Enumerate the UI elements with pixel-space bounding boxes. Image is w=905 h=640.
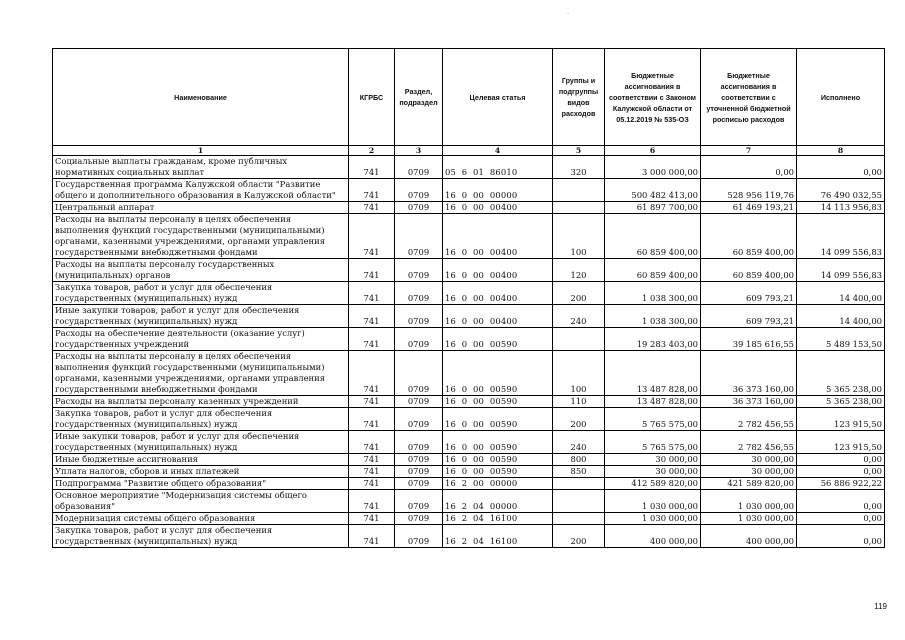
row-expense-group bbox=[553, 202, 605, 214]
row-name: Закупка товаров, работ и услуг для обеспечения государственных (муниципальных) нужд bbox=[53, 282, 349, 305]
row-target-article: 16 0 00 00400 bbox=[443, 305, 553, 328]
table-row bbox=[53, 478, 885, 490]
row-executed: 76 490 032,55 bbox=[797, 179, 885, 202]
table-row bbox=[53, 259, 885, 282]
row-kgrbs: 741 bbox=[349, 214, 395, 259]
row-section: 0709 bbox=[395, 408, 443, 431]
row-refined-allocation: 39 185 616,55 bbox=[701, 328, 797, 351]
row-kgrbs: 741 bbox=[349, 179, 395, 202]
row-kgrbs: 741 bbox=[349, 431, 395, 454]
row-executed: 0,00 bbox=[797, 156, 885, 179]
column-number: 1 bbox=[53, 146, 349, 156]
row-expense-group: 240 bbox=[553, 431, 605, 454]
table-row bbox=[53, 202, 885, 214]
table-row bbox=[53, 179, 885, 202]
row-refined-allocation: 528 956 119,76 bbox=[701, 179, 797, 202]
header-row bbox=[53, 49, 885, 146]
row-expense-group: 110 bbox=[553, 396, 605, 408]
row-refined-allocation: 36 373 160,00 bbox=[701, 396, 797, 408]
row-target-article: 16 2 04 00000 bbox=[443, 490, 553, 513]
row-expense-group: 200 bbox=[553, 282, 605, 305]
row-refined-allocation: 609 793,21 bbox=[701, 282, 797, 305]
row-refined-allocation: 60 859 400,00 bbox=[701, 259, 797, 282]
column-number: 3 bbox=[395, 146, 443, 156]
row-law-allocation: 412 589 820,00 bbox=[605, 478, 701, 490]
row-section: 0709 bbox=[395, 305, 443, 328]
row-refined-allocation: 1 030 000,00 bbox=[701, 490, 797, 513]
row-expense-group: 800 bbox=[553, 454, 605, 466]
row-section: 0709 bbox=[395, 214, 443, 259]
row-kgrbs: 741 bbox=[349, 351, 395, 396]
row-name: Уплата налогов, сборов и иных платежей bbox=[53, 466, 349, 478]
header-section: Раздел, подраздел bbox=[395, 49, 443, 146]
row-kgrbs: 741 bbox=[349, 478, 395, 490]
row-section: 0709 bbox=[395, 351, 443, 396]
row-target-article: 16 2 00 00000 bbox=[443, 478, 553, 490]
table-row bbox=[53, 282, 885, 305]
header-executed: Исполнено bbox=[797, 49, 885, 146]
table-row bbox=[53, 305, 885, 328]
column-number-row bbox=[53, 146, 885, 156]
row-law-allocation: 61 897 700,00 bbox=[605, 202, 701, 214]
row-name: Иные бюджетные ассигнования bbox=[53, 454, 349, 466]
row-kgrbs: 741 bbox=[349, 490, 395, 513]
row-law-allocation: 1 038 300,00 bbox=[605, 305, 701, 328]
row-name: Центральный аппарат bbox=[53, 202, 349, 214]
row-name: Иные закупки товаров, работ и услуг для обеспечения государственных (муниципальных) нужд bbox=[53, 305, 349, 328]
column-number: 4 bbox=[443, 146, 553, 156]
table-row bbox=[53, 351, 885, 396]
row-refined-allocation: 30 000,00 bbox=[701, 454, 797, 466]
row-law-allocation: 60 859 400,00 bbox=[605, 259, 701, 282]
row-section: 0709 bbox=[395, 179, 443, 202]
row-expense-group: 100 bbox=[553, 351, 605, 396]
row-kgrbs: 741 bbox=[349, 466, 395, 478]
table-row bbox=[53, 396, 885, 408]
column-number: 8 bbox=[797, 146, 885, 156]
row-expense-group bbox=[553, 179, 605, 202]
row-expense-group: 850 bbox=[553, 466, 605, 478]
row-name: Закупка товаров, работ и услуг для обеспечения государственных (муниципальных) нужд bbox=[53, 408, 349, 431]
row-name: Закупка товаров, работ и услуг для обеспечения государственных (муниципальных) нужд bbox=[53, 525, 349, 548]
row-target-article: 16 0 00 00590 bbox=[443, 408, 553, 431]
row-name: Подпрограмма "Развитие общего образования" bbox=[53, 478, 349, 490]
row-name: Расходы на выплаты персоналу в целях обеспечения выполнения функций государственными (муниципальными) органами, казенными учреждениями, органами управления государственными внебюджетными фондами bbox=[53, 351, 349, 396]
row-law-allocation: 1 030 000,00 bbox=[605, 490, 701, 513]
header-name: Наименование bbox=[53, 49, 349, 146]
row-executed: 0,00 bbox=[797, 490, 885, 513]
row-law-allocation: 1 030 000,00 bbox=[605, 513, 701, 525]
header-expense-group: Группы и подгруппы видов расходов bbox=[553, 49, 605, 146]
row-refined-allocation: 2 782 456,55 bbox=[701, 408, 797, 431]
row-law-allocation: 1 038 300,00 bbox=[605, 282, 701, 305]
table-row bbox=[53, 156, 885, 179]
row-section: 0709 bbox=[395, 513, 443, 525]
row-refined-allocation: 609 793,21 bbox=[701, 305, 797, 328]
row-refined-allocation: 2 782 456,55 bbox=[701, 431, 797, 454]
row-target-article: 16 0 00 00400 bbox=[443, 202, 553, 214]
row-target-article: 16 0 00 00590 bbox=[443, 466, 553, 478]
row-section: 0709 bbox=[395, 328, 443, 351]
row-kgrbs: 741 bbox=[349, 408, 395, 431]
row-executed: 123 915,50 bbox=[797, 431, 885, 454]
row-law-allocation: 5 765 575,00 bbox=[605, 431, 701, 454]
row-law-allocation: 30 000,00 bbox=[605, 454, 701, 466]
row-executed: 5 489 153,50 bbox=[797, 328, 885, 351]
table-body bbox=[53, 156, 885, 548]
column-number: 5 bbox=[553, 146, 605, 156]
header-refined-allocations: Бюджетные ассигнования в соответствии с уточненной бюджетной росписью расходов bbox=[701, 49, 797, 146]
row-target-article: 16 0 00 00400 bbox=[443, 214, 553, 259]
row-section: 0709 bbox=[395, 396, 443, 408]
table-row bbox=[53, 466, 885, 478]
table-row bbox=[53, 513, 885, 525]
row-executed: 14 400,00 bbox=[797, 282, 885, 305]
row-law-allocation: 30 000,00 bbox=[605, 466, 701, 478]
row-target-article: 16 0 00 00590 bbox=[443, 328, 553, 351]
row-kgrbs: 741 bbox=[349, 396, 395, 408]
table-row bbox=[53, 431, 885, 454]
page-mark: - bbox=[567, 10, 570, 17]
row-section: 0709 bbox=[395, 259, 443, 282]
header-law-allocations: Бюджетные ассигнования в соответствии с Законом Калужской области от 05.12.2019 № 535-ОЗ bbox=[605, 49, 701, 146]
row-law-allocation: 3 000 000,00 bbox=[605, 156, 701, 179]
row-section: 0709 bbox=[395, 282, 443, 305]
row-name: Расходы на обеспечение деятельности (оказание услуг) государственных учреждений bbox=[53, 328, 349, 351]
row-refined-allocation: 36 373 160,00 bbox=[701, 351, 797, 396]
row-executed: 14 113 956,83 bbox=[797, 202, 885, 214]
row-kgrbs: 741 bbox=[349, 156, 395, 179]
row-kgrbs: 741 bbox=[349, 305, 395, 328]
row-expense-group: 320 bbox=[553, 156, 605, 179]
row-executed: 0,00 bbox=[797, 454, 885, 466]
row-expense-group: 240 bbox=[553, 305, 605, 328]
row-executed: 14 099 556,83 bbox=[797, 259, 885, 282]
row-kgrbs: 741 bbox=[349, 328, 395, 351]
row-name: Основное мероприятие "Модернизация системы общего образования" bbox=[53, 490, 349, 513]
row-expense-group bbox=[553, 490, 605, 513]
table-row bbox=[53, 490, 885, 513]
row-kgrbs: 741 bbox=[349, 259, 395, 282]
row-law-allocation: 5 765 575,00 bbox=[605, 408, 701, 431]
row-law-allocation: 60 859 400,00 bbox=[605, 214, 701, 259]
row-executed: 0,00 bbox=[797, 525, 885, 548]
row-refined-allocation: 400 000,00 bbox=[701, 525, 797, 548]
column-number: 2 bbox=[349, 146, 395, 156]
row-refined-allocation: 1 030 000,00 bbox=[701, 513, 797, 525]
row-refined-allocation: 0,00 bbox=[701, 156, 797, 179]
row-kgrbs: 741 bbox=[349, 454, 395, 466]
row-target-article: 16 0 00 00400 bbox=[443, 259, 553, 282]
row-kgrbs: 741 bbox=[349, 282, 395, 305]
budget-table bbox=[52, 48, 885, 548]
row-refined-allocation: 61 469 193,21 bbox=[701, 202, 797, 214]
row-executed: 123 915,50 bbox=[797, 408, 885, 431]
row-target-article: 16 0 00 00000 bbox=[443, 179, 553, 202]
row-section: 0709 bbox=[395, 431, 443, 454]
row-target-article: 16 2 04 16100 bbox=[443, 525, 553, 548]
row-executed: 14 400,00 bbox=[797, 305, 885, 328]
row-section: 0709 bbox=[395, 490, 443, 513]
row-law-allocation: 400 000,00 bbox=[605, 525, 701, 548]
row-section: 0709 bbox=[395, 454, 443, 466]
row-name: Расходы на выплаты персоналу государственных (муниципальных) органов bbox=[53, 259, 349, 282]
row-executed: 56 886 922,22 bbox=[797, 478, 885, 490]
row-name: Государственная программа Калужской области "Развитие общего и дополнительного образования в Калужской области" bbox=[53, 179, 349, 202]
row-expense-group: 200 bbox=[553, 525, 605, 548]
row-refined-allocation: 421 589 820,00 bbox=[701, 478, 797, 490]
row-name: Расходы на выплаты персоналу казенных учреждений bbox=[53, 396, 349, 408]
row-expense-group: 120 bbox=[553, 259, 605, 282]
row-executed: 14 099 556,83 bbox=[797, 214, 885, 259]
page-number: 119 bbox=[874, 602, 887, 611]
row-section: 0709 bbox=[395, 478, 443, 490]
row-section: 0709 bbox=[395, 202, 443, 214]
row-target-article: 16 0 00 00590 bbox=[443, 431, 553, 454]
row-kgrbs: 741 bbox=[349, 202, 395, 214]
row-expense-group bbox=[553, 478, 605, 490]
row-executed: 0,00 bbox=[797, 513, 885, 525]
row-section: 0709 bbox=[395, 466, 443, 478]
header-target-article: Целевая статья bbox=[443, 49, 553, 146]
row-executed: 0,00 bbox=[797, 466, 885, 478]
table-row bbox=[53, 214, 885, 259]
row-name: Социальные выплаты гражданам, кроме публичных нормативных социальных выплат bbox=[53, 156, 349, 179]
row-target-article: 16 0 00 00590 bbox=[443, 454, 553, 466]
row-target-article: 16 0 00 00590 bbox=[443, 396, 553, 408]
row-law-allocation: 500 482 413,00 bbox=[605, 179, 701, 202]
row-name: Расходы на выплаты персоналу в целях обеспечения выполнения функций государственными (муниципальными) органами, казенными учреждениями, органами управления государственными внебюджетными фондами bbox=[53, 214, 349, 259]
table-row bbox=[53, 328, 885, 351]
row-refined-allocation: 60 859 400,00 bbox=[701, 214, 797, 259]
row-section: 0709 bbox=[395, 525, 443, 548]
row-expense-group: 200 bbox=[553, 408, 605, 431]
row-name: Модернизация системы общего образования bbox=[53, 513, 349, 525]
row-executed: 5 365 238,00 bbox=[797, 351, 885, 396]
row-target-article: 16 0 00 00400 bbox=[443, 282, 553, 305]
column-number: 6 bbox=[605, 146, 701, 156]
row-name: Иные закупки товаров, работ и услуг для обеспечения государственных (муниципальных) нужд bbox=[53, 431, 349, 454]
row-section: 0709 bbox=[395, 156, 443, 179]
row-expense-group: 100 bbox=[553, 214, 605, 259]
row-kgrbs: 741 bbox=[349, 513, 395, 525]
table-row bbox=[53, 408, 885, 431]
row-executed: 5 365 238,00 bbox=[797, 396, 885, 408]
row-refined-allocation: 30 000,00 bbox=[701, 466, 797, 478]
table-row bbox=[53, 454, 885, 466]
row-target-article: 16 0 00 00590 bbox=[443, 351, 553, 396]
row-expense-group bbox=[553, 513, 605, 525]
header-kgrbs: КГРБС bbox=[349, 49, 395, 146]
table-row bbox=[53, 525, 885, 548]
row-law-allocation: 13 487 828,00 bbox=[605, 396, 701, 408]
row-target-article: 05 6 01 86010 bbox=[443, 156, 553, 179]
row-law-allocation: 13 487 828,00 bbox=[605, 351, 701, 396]
row-target-article: 16 2 04 16100 bbox=[443, 513, 553, 525]
row-expense-group bbox=[553, 328, 605, 351]
column-number: 7 bbox=[701, 146, 797, 156]
row-law-allocation: 19 283 403,00 bbox=[605, 328, 701, 351]
row-kgrbs: 741 bbox=[349, 525, 395, 548]
